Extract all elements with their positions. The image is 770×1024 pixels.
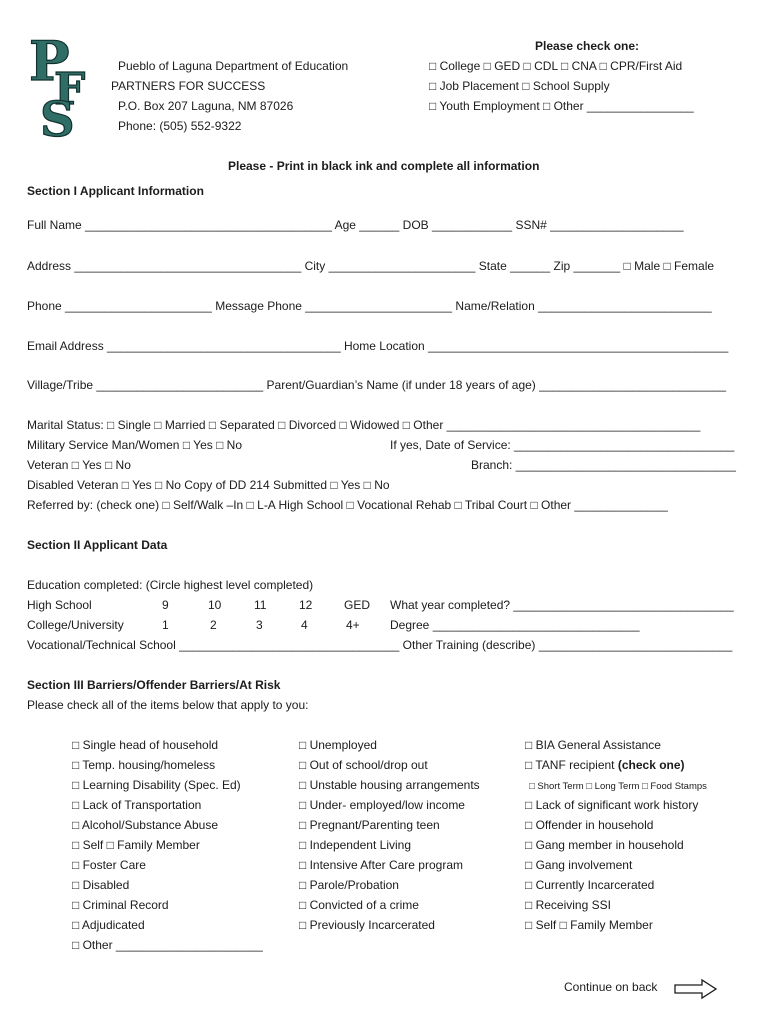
barrier-checkbox[interactable]: □ Adjudicated bbox=[72, 918, 145, 932]
barrier-checkbox[interactable]: □ Previously Incarcerated bbox=[299, 918, 435, 932]
org-address: P.O. Box 207 Laguna, NM 87026 bbox=[118, 99, 294, 113]
barrier-checkbox[interactable]: □ Pregnant/Parenting teen bbox=[299, 818, 440, 832]
section2-title: Section II Applicant Data bbox=[27, 538, 168, 552]
barrier-checkbox[interactable]: □ Unemployed bbox=[299, 738, 377, 752]
org-name: Pueblo of Laguna Department of Education bbox=[118, 59, 349, 73]
barrier-checkbox[interactable]: □ Parole/Probation bbox=[299, 878, 399, 892]
tanf-sub-options[interactable]: □ Short Term □ Long Term □ Food Stamps bbox=[529, 781, 707, 792]
full-name-row[interactable]: Full Name _____________________________________ Age ______ DOB ____________ SSN# ____________________ bbox=[27, 218, 684, 232]
barrier-checkbox[interactable]: □ Disabled bbox=[72, 878, 130, 892]
village-row[interactable]: Village/Tribe _________________________ Parent/Guardian’s Name (if under 18 years of age) ____________________________ bbox=[27, 378, 727, 392]
barrier-checkbox[interactable]: □ Foster Care bbox=[72, 858, 146, 872]
marital-status-row[interactable]: Marital Status: □ Single □ Married □ Separated □ Divorced □ Widowed □ Other ______________________________________ bbox=[27, 418, 701, 432]
barrier-checkbox[interactable]: □ Intensive After Care program bbox=[299, 858, 463, 872]
barrier-checkbox[interactable]: □ Gang involvement bbox=[525, 858, 633, 872]
hs-level[interactable]: 11 bbox=[254, 598, 267, 612]
referred-by-row[interactable]: Referred by: (check one) □ Self/Walk –In □ L-A High School □ Vocational Rehab □ Tribal Court □ Other ______________ bbox=[27, 498, 668, 512]
barrier-checkbox[interactable]: □ Criminal Record bbox=[72, 898, 169, 912]
barrier-checkbox[interactable]: □ BIA General Assistance bbox=[525, 738, 661, 752]
barrier-checkbox[interactable]: □ Out of school/drop out bbox=[299, 758, 428, 772]
barrier-checkbox[interactable] bbox=[525, 757, 685, 773]
college-label: College/University bbox=[27, 618, 124, 632]
email-row[interactable]: Email Address ___________________________________ Home Location _____________________________________________ bbox=[27, 339, 729, 353]
barrier-checkbox[interactable]: □ Self □ Family Member bbox=[72, 838, 200, 852]
barrier-checkbox[interactable]: □ Currently Incarcerated bbox=[525, 878, 655, 892]
disabled-veteran-row[interactable]: Disabled Veteran □ Yes □ No Copy of DD 214 Submitted □ Yes □ No bbox=[27, 478, 390, 492]
org-phone: Phone: (505) 552-9322 bbox=[118, 119, 242, 133]
barrier-checkbox[interactable]: □ Single head of household bbox=[72, 738, 219, 752]
section3-title: Section III Barriers/Offender Barriers/At Risk bbox=[27, 678, 281, 692]
barrier-checkbox[interactable]: □ Offender in household bbox=[525, 818, 654, 832]
hs-level[interactable]: GED bbox=[344, 598, 371, 612]
program-checkboxes-row1[interactable]: □ College □ GED □ CDL □ CNA □ CPR/First Aid bbox=[429, 59, 683, 73]
degree-field[interactable]: Degree _______________________________ bbox=[390, 618, 640, 632]
continue-on-back: Continue on back bbox=[564, 980, 658, 994]
section3-instruction: Please check all of the items below that apply to you: bbox=[27, 698, 309, 712]
barrier-checkbox[interactable]: □ Convicted of a crime bbox=[299, 898, 419, 912]
program-checkboxes-row3[interactable]: □ Youth Employment □ Other ________________ bbox=[429, 99, 694, 113]
education-intro: Education completed: (Circle highest level completed) bbox=[27, 578, 314, 592]
barrier-checkbox[interactable]: □ Temp. housing/homeless bbox=[72, 758, 216, 772]
barrier-checkbox[interactable]: □ Unstable housing arrangements bbox=[299, 778, 480, 792]
barrier-other-field[interactable]: □ Other ______________________ bbox=[72, 938, 263, 952]
barrier-checkbox[interactable]: □ Gang member in household bbox=[525, 838, 684, 852]
college-level[interactable]: 2 bbox=[210, 618, 217, 632]
college-level[interactable]: 4+ bbox=[346, 618, 360, 632]
barrier-checkbox[interactable]: □ Under- employed/low income bbox=[299, 798, 465, 812]
college-level[interactable]: 1 bbox=[162, 618, 169, 632]
high-school-label: High School bbox=[27, 598, 92, 612]
barrier-checkbox[interactable]: □ Lack of Transportation bbox=[72, 798, 202, 812]
year-completed-field[interactable]: What year completed? _________________________________ bbox=[390, 598, 734, 612]
service-date-field[interactable]: If yes, Date of Service: _________________________________ bbox=[390, 438, 735, 452]
barrier-checkbox[interactable]: □ Learning Disability (Spec. Ed) bbox=[72, 778, 241, 792]
vocational-row[interactable]: Vocational/Technical School _________________________________ Other Training (describe) _____________________________ bbox=[27, 638, 733, 652]
barrier-checkbox[interactable]: □ Independent Living bbox=[299, 838, 412, 852]
check-one-title: Please check one: bbox=[535, 39, 640, 53]
hs-level[interactable]: 9 bbox=[162, 598, 169, 612]
barrier-checkbox[interactable]: □ Self □ Family Member bbox=[525, 918, 653, 932]
svg-text:S: S bbox=[40, 92, 75, 138]
instructions: Please - Print in black ink and complete all information bbox=[228, 159, 540, 173]
pfs-logo bbox=[28, 34, 100, 138]
tanf-check-one: (check one) bbox=[617, 758, 685, 772]
college-level[interactable]: 3 bbox=[256, 618, 263, 632]
college-level[interactable]: 4 bbox=[301, 618, 308, 632]
branch-field[interactable]: Branch: _________________________________ bbox=[471, 458, 736, 472]
hs-level[interactable]: 12 bbox=[299, 598, 313, 612]
barrier-checkbox[interactable]: □ Lack of significant work history bbox=[525, 798, 699, 812]
address-row[interactable]: Address __________________________________ City ______________________ State ______ Zip _______ □ Male □ Female bbox=[27, 259, 715, 273]
veteran-row[interactable]: Veteran □ Yes □ No bbox=[27, 458, 131, 472]
section1-title: Section I Applicant Information bbox=[27, 184, 204, 198]
right-arrow-icon bbox=[674, 978, 718, 1000]
svg-text:P: P bbox=[29, 34, 70, 93]
program-checkboxes-row2[interactable]: □ Job Placement □ School Supply bbox=[429, 79, 610, 93]
barrier-checkbox[interactable]: □ Alcohol/Substance Abuse bbox=[72, 818, 219, 832]
tanf-label: □ TANF recipient bbox=[525, 758, 615, 772]
hs-level[interactable]: 10 bbox=[208, 598, 222, 612]
barrier-checkbox[interactable]: □ Receiving SSI bbox=[525, 898, 611, 912]
military-service-row[interactable]: Military Service Man/Women □ Yes □ No bbox=[27, 438, 243, 452]
phone-row[interactable]: Phone ______________________ Message Phone ______________________ Name/Relation __________________________ bbox=[27, 299, 712, 313]
program-name: PARTNERS FOR SUCCESS bbox=[111, 79, 266, 93]
svg-text:F: F bbox=[54, 64, 86, 115]
